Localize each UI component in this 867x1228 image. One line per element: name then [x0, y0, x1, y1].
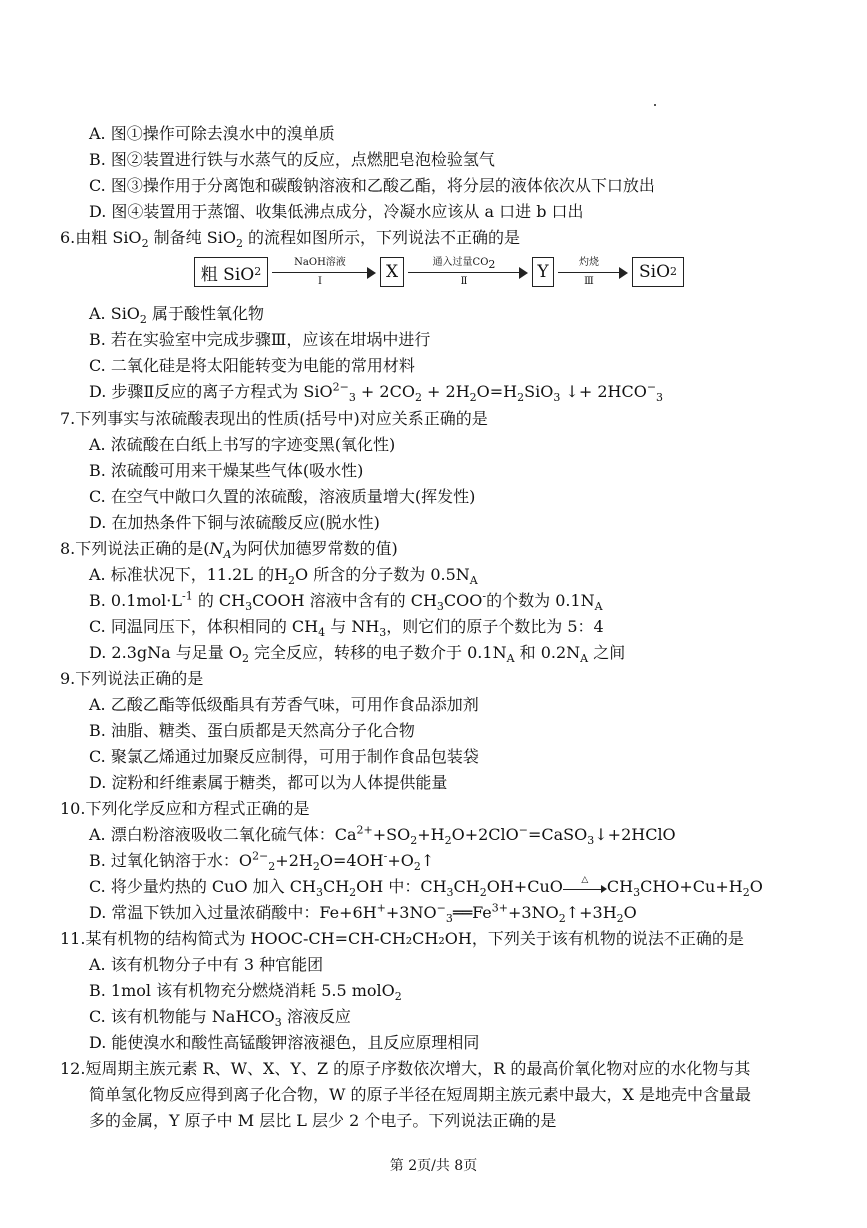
q7-option-d: D. 在加热条件下铜与浓硫酸反应(脱水性) — [89, 513, 380, 532]
q10-option-b: B. 过氧化钠溶于水：$O^{2-}_2+2H_2O=4OH^-+O_2↑$ — [89, 849, 435, 874]
q5-option-b: B. 图②装置进行铁与水蒸气的反应，点燃肥皂泡检验氢气 — [89, 150, 495, 169]
q10-option-a: A. 漂白粉溶液吸收二氧化硫气体：$Ca^{2+}+SO_2+H_2O+2ClO^-=CaSO_3↓+2HClO$ — [89, 823, 676, 848]
q9-option-d: D. 淀粉和纤维素属于糖类，都可以为人体提供能量 — [89, 773, 448, 792]
q8-stem: 8.下列说法正确的是($N_A$为阿伏加德罗常数的值) — [60, 539, 398, 562]
q11-stem: 11.某有机物的结构简式为 HOOC-CH=CH-CH₂CH₂OH，下列关于该有机物的说法不正确的是 — [60, 929, 744, 948]
q12-stem-line-1: 12.短周期主族元素 R、W、X、Y、Z 的原子序数依次增大，R 的最高价氧化物对应的水化物与其 — [60, 1059, 751, 1078]
flow-box-x: X — [380, 257, 404, 287]
q5-option-c: C. 图③操作用于分离饱和碳酸钠溶液和乙酸乙酯，将分层的液体依次从下口放出 — [89, 176, 655, 195]
q9-stem: 9.下列说法正确的是 — [60, 669, 204, 688]
q8-option-a: A. 标准状况下，11.2L 的$H_2O$ 所含的分子数为 $0.5N_A$ — [89, 565, 478, 588]
flow-arrow-3 — [558, 257, 628, 291]
flow-arrow-3-step: Ⅲ — [584, 276, 594, 287]
q6-option-c: C. 二氧化硅是将太阳能转变为电能的常用材料 — [89, 356, 415, 375]
q7-option-c: C. 在空气中敞口久置的浓硫酸，溶液质量增大(挥发性) — [89, 487, 476, 506]
q8-option-d: D. 2.3gNa 与足量 $O_2$ 完全反应，转移的电子数介于 $0.1N_A$ 和 $0.2N_A$ 之间 — [89, 643, 626, 666]
q11-option-b: B. 1mol 该有机物充分燃烧消耗 5.5 molO$_2$ — [89, 981, 402, 1004]
q9-option-b: B. 油脂、糖类、蛋白质都是天然高分子化合物 — [89, 721, 415, 740]
q6-flowchart — [194, 257, 694, 291]
flow-box-y: Y — [532, 257, 554, 287]
q5-option-d: D. 图④装置用于蒸馏、收集低沸点成分，冷凝水应该从 a 口进 b 口出 — [89, 202, 584, 221]
flow-box-end: SiO 2 — [632, 257, 684, 287]
speck — [654, 104, 656, 106]
reaction-arrow-heat: △ — [563, 880, 607, 896]
q11-option-d: D. 能使溴水和酸性高锰酸钾溶液褪色，且反应原理相同 — [89, 1033, 480, 1052]
q7-option-b: B. 浓硫酸可用来干燥某些气体(吸水性) — [89, 461, 364, 480]
flow-arrow-1-label: NaOH溶液 — [294, 257, 346, 268]
q10-option-c: C. 将少量灼热的 CuO 加入 $CH_3CH_2OH$ 中：$CH_3CH_2OH+CuO$ △ $CH_3CHO+Cu+H_2O$ — [89, 874, 763, 900]
q6-option-a: A. SiO$_2$ 属于酸性氧化物 — [89, 304, 265, 327]
q8-option-c: C. 同温同压下，体积相同的 $CH_4$ 与 $NH_3$，则它们的原子个数比为 5：4 — [89, 617, 604, 640]
flow-arrow-1-step: Ⅰ — [318, 276, 322, 287]
q6-option-d: D. 步骤Ⅱ反应的离子方程式为 $SiO^{2-}_3 + 2CO_2 + 2H_2O=H_2SiO_3$ ↓+ $2HCO^-_3$ — [89, 380, 664, 405]
flow-arrow-2-step: Ⅱ — [460, 276, 468, 287]
flow-box-start: 粗 SiO 2 — [194, 257, 268, 287]
q11-option-a: A. 该有机物分子中有 3 种官能团 — [89, 955, 324, 974]
page-footer: 第 2页/共 8页 — [389, 1158, 478, 1174]
flow-arrow-2 — [408, 257, 528, 291]
q5-option-a: A. 图①操作可除去溴水中的溴单质 — [89, 124, 335, 143]
q12-stem-line-2: 简单氢化物反应得到离子化合物，W 的原子半径在短周期主族元素中最大，X 是地壳中含量最 — [89, 1085, 752, 1104]
q7-option-a: A. 浓硫酸在白纸上书写的字迹变黑(氧化性) — [89, 435, 396, 454]
q10-option-d: D. 常温下铁加入过量浓硝酸中：$Fe+6H^++3NO^-_3══Fe^{3+}+3NO_2↑+3H_2O$ — [89, 901, 637, 926]
q6-option-b: B. 若在实验室中完成步骤Ⅲ，应该在坩埚中进行 — [89, 330, 431, 349]
flow-arrow-3-label: 灼烧 — [579, 257, 599, 268]
q6-stem: 6.由粗 SiO$_2$ 制备纯 SiO$_2$ 的流程如图所示，下列说法不正确的是 — [60, 228, 521, 251]
q9-option-c: C. 聚氯乙烯通过加聚反应制得，可用于制作食品包装袋 — [89, 747, 479, 766]
q7-stem: 7.下列事实与浓硫酸表现出的性质(括号中)对应关系正确的是 — [60, 409, 488, 428]
flow-arrow-2-label: 通入过量$CO_2$ — [432, 257, 496, 271]
q12-stem-line-3: 多的金属，Y 原子中 M 层比 L 层少 2 个电子。下列说法正确的是 — [89, 1111, 557, 1130]
q10-stem: 10.下列化学反应和方程式正确的是 — [60, 799, 310, 818]
flow-arrow-1 — [272, 257, 376, 291]
q11-option-c: C. 该有机物能与 NaHCO$_3$ 溶液反应 — [89, 1007, 351, 1030]
q8-option-b: B. $0.1mol\cdot L^{-1}$ 的 $CH_3COOH$ 溶液中含有的 $CH_3COO^-$的个数为 $0.1N_A$ — [89, 589, 603, 614]
q9-option-a: A. 乙酸乙酯等低级酯具有芳香气味，可用作食品添加剂 — [89, 695, 479, 714]
